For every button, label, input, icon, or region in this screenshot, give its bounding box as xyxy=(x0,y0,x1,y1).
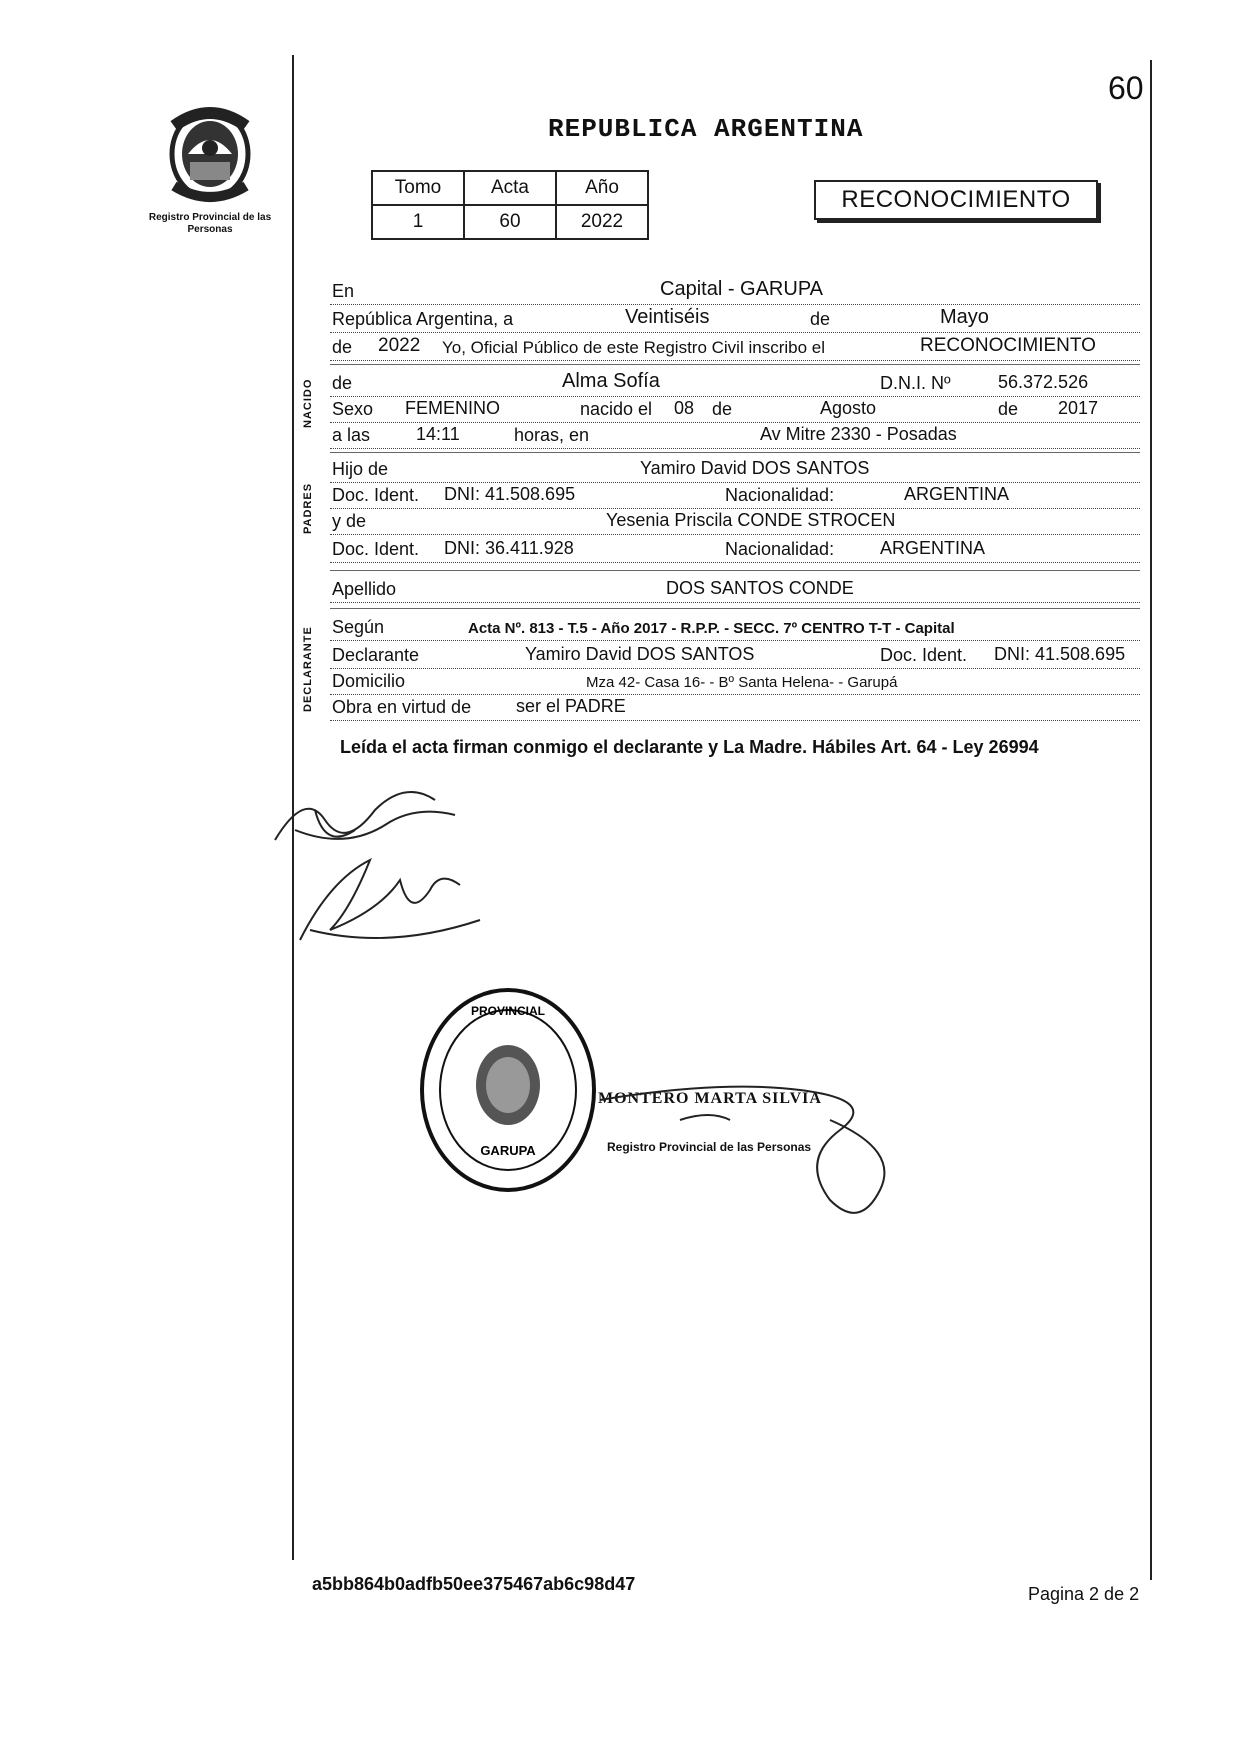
side-label-padres: PADRES xyxy=(302,482,314,534)
value-tomo: 1 xyxy=(372,205,464,239)
label-horas: horas, en xyxy=(514,425,590,445)
official-subtitle: Registro Provincial de las Personas xyxy=(607,1140,812,1154)
signature-madre xyxy=(290,840,490,950)
provincial-logo xyxy=(160,96,260,206)
row-republica xyxy=(330,306,1140,333)
value-segun: Acta Nº. 813 - T.5 - Año 2017 - R.P.P. - SECC. 7º CENTRO T-T - Capital xyxy=(468,620,955,637)
value-padre: Yamiro David DOS SANTOS xyxy=(640,458,870,478)
separator-4 xyxy=(330,608,1140,609)
document-title: REPUBLICA ARGENTINA xyxy=(548,114,864,144)
value-madre-nac: ARGENTINA xyxy=(880,538,986,558)
label-nacido: nacido el xyxy=(580,399,653,419)
header-anio: Año xyxy=(556,171,648,205)
label-domicilio: Domicilio xyxy=(332,671,406,691)
logo-caption: Registro Provincial de las Personas xyxy=(148,212,272,235)
closing-statement: Leída el acta firman conmigo el declarante y La Madre. Hábiles Art. 64 - Ley 26994 xyxy=(340,737,1039,757)
right-margin-line xyxy=(1150,60,1152,1580)
label-dni: D.N.I. Nº xyxy=(880,373,951,393)
official-name: MONTERO MARTA SILVIA xyxy=(598,1090,822,1107)
label-apellido: Apellido xyxy=(332,579,397,599)
label-alas: a las xyxy=(332,425,371,445)
value-hora: 14:11 xyxy=(416,424,460,444)
label-obra: Obra en virtud de xyxy=(332,697,472,717)
value-madre-doc: DNI: 36.411.928 xyxy=(444,538,574,558)
value-apellido: DOS SANTOS CONDE xyxy=(666,578,854,598)
separator-1 xyxy=(330,364,1140,365)
pagination: Pagina 2 de 2 xyxy=(1028,1584,1140,1604)
label-de-nombre: de xyxy=(332,373,353,393)
side-label-declarante: DECLARANTE xyxy=(302,626,314,712)
value-nac-anio: 2017 xyxy=(1058,398,1099,418)
label-sexo: Sexo xyxy=(332,399,374,419)
label-nac-padre: Nacionalidad: xyxy=(725,485,835,505)
value-dni: 56.372.526 xyxy=(998,372,1089,392)
row-sexo xyxy=(330,396,1140,423)
value-padre-doc: DNI: 41.508.695 xyxy=(444,484,576,504)
value-day: Veintiséis xyxy=(625,306,710,328)
value-year: 2022 xyxy=(378,335,421,356)
value-padre-nac: ARGENTINA xyxy=(904,484,1010,504)
label-segun: Según xyxy=(332,617,385,637)
header-tomo: Tomo xyxy=(372,171,464,205)
value-nac-mes: Agosto xyxy=(820,398,877,418)
value-nombre: Alma Sofía xyxy=(562,370,660,392)
value-anio: 2022 xyxy=(556,205,648,239)
label-de-year: de xyxy=(332,337,353,357)
record-table xyxy=(371,170,649,240)
separator-2 xyxy=(330,452,1140,453)
label-declarante: Declarante xyxy=(332,645,420,665)
row-nombre xyxy=(330,370,1140,397)
value-nac-dia: 08 xyxy=(674,398,695,418)
value-declarante-doc: DNI: 41.508.695 xyxy=(994,644,1126,664)
value-en: Capital - GARUPA xyxy=(660,278,824,300)
svg-text:GARUPA: GARUPA xyxy=(480,1143,536,1158)
row-apellido xyxy=(330,576,1140,603)
label-de-anio: de xyxy=(998,399,1019,419)
value-lugar: Av Mitre 2330 - Posadas xyxy=(760,424,957,444)
page-number: 60 xyxy=(1108,70,1144,106)
value-inscribo: RECONOCIMIENTO xyxy=(920,335,1096,356)
record-type-box: RECONOCIMIENTO xyxy=(814,180,1098,220)
official-signature xyxy=(600,1060,920,1230)
value-sexo: FEMENINO xyxy=(405,398,501,418)
document-hash: a5bb864b0adfb50ee375467ab6c98d47 xyxy=(312,1574,636,1594)
value-madre: Yesenia Priscila CONDE STROCEN xyxy=(606,510,896,530)
label-doc-declarante: Doc. Ident. xyxy=(880,645,968,665)
header-acta: Acta xyxy=(464,171,556,205)
value-declarante: Yamiro David DOS SANTOS xyxy=(525,644,755,664)
value-month: Mayo xyxy=(940,306,989,328)
row-en xyxy=(330,278,1140,305)
row-segun xyxy=(330,614,1140,641)
label-en: En xyxy=(332,281,355,301)
label-republica: República Argentina, a xyxy=(332,309,514,329)
value-domicilio: Mza 42- Casa 16- - Bº Santa Helena- - Garupá xyxy=(586,674,898,691)
row-madre xyxy=(330,508,1140,535)
label-doc-padre: Doc. Ident. xyxy=(332,485,420,505)
label-nac-madre: Nacionalidad: xyxy=(725,539,835,559)
row-obra xyxy=(330,694,1140,721)
label-yde: y de xyxy=(332,511,367,531)
side-label-nacido: NACIDO xyxy=(302,378,314,428)
label-de-mes: de xyxy=(712,399,733,419)
row-padre-doc xyxy=(330,482,1140,509)
row-hijo xyxy=(330,456,1140,483)
separator-3 xyxy=(330,570,1140,571)
label-de: de xyxy=(810,309,831,329)
label-inscribo: Yo, Oficial Público de este Registro Civil inscribo el xyxy=(442,338,825,357)
label-doc-madre: Doc. Ident. xyxy=(332,539,420,559)
row-inscribo xyxy=(330,334,1140,361)
official-stamp xyxy=(418,985,598,1195)
label-hijo: Hijo de xyxy=(332,459,389,479)
svg-text:PROVINCIAL: PROVINCIAL xyxy=(470,1004,546,1018)
row-madre-doc xyxy=(330,536,1140,563)
value-obra: ser el PADRE xyxy=(516,696,626,716)
row-domicilio xyxy=(330,668,1140,695)
row-hora xyxy=(330,422,1140,449)
value-acta: 60 xyxy=(464,205,556,239)
row-declarante xyxy=(330,642,1140,669)
